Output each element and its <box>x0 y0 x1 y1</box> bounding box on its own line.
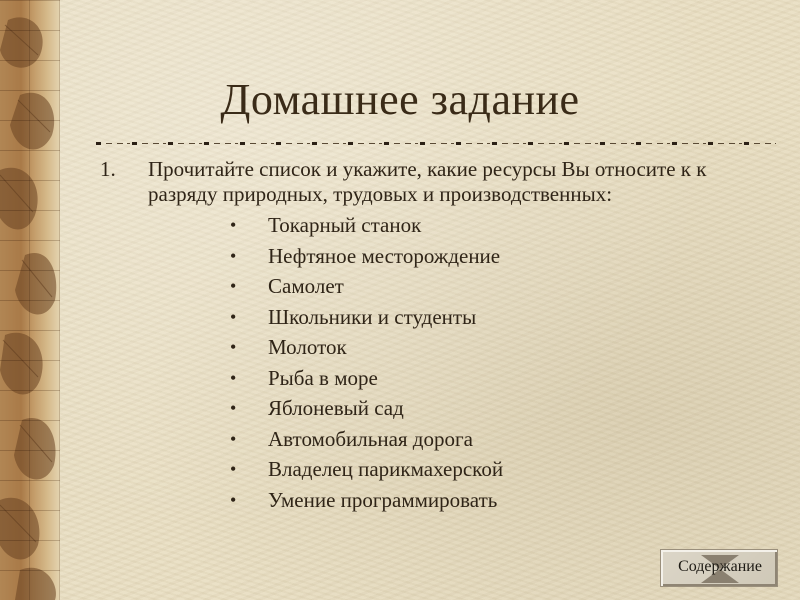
bullet-icon: • <box>230 459 237 479</box>
list-item <box>100 457 760 488</box>
contents-button[interactable] <box>660 549 778 587</box>
list-item-text: Владелец парикмахерской <box>268 457 504 481</box>
task-item <box>100 157 760 207</box>
resource-list <box>100 213 760 518</box>
list-item-text: Школьники и студенты <box>268 304 477 329</box>
bullet-icon: • <box>230 215 237 235</box>
list-item-text: Яблоневый сад <box>268 396 404 420</box>
bullet-icon: • <box>230 306 237 327</box>
slide-content <box>100 157 760 518</box>
bullet-icon: • <box>230 398 237 418</box>
list-item-text: Рыба в море <box>268 365 378 390</box>
list-item <box>100 213 760 244</box>
list-item-text: Нефтяное месторождение <box>268 243 501 268</box>
bullet-icon: • <box>230 337 237 357</box>
list-item <box>100 427 760 458</box>
list-item <box>100 244 760 275</box>
task-text: Прочитайте список и укажите, какие ресурсы Вы относите к к разряду природных, трудовых и производственных: <box>148 157 707 206</box>
list-item-text: Самолет <box>268 274 344 298</box>
contents-button-label: Содержание <box>678 558 762 575</box>
list-item-text: Токарный станок <box>268 213 422 237</box>
task-number: 1. <box>100 157 116 181</box>
bullet-icon: • <box>230 489 237 510</box>
bullet-icon: • <box>230 245 237 266</box>
list-item <box>100 305 760 336</box>
list-item <box>100 396 760 427</box>
bullet-icon: • <box>230 276 237 296</box>
slide-title: Домашнее задание <box>220 75 580 124</box>
list-item <box>100 274 760 305</box>
bullet-icon: • <box>230 428 237 449</box>
bullet-icon: • <box>230 367 237 388</box>
list-item <box>100 366 760 397</box>
list-item-text: Молоток <box>268 335 347 359</box>
list-item <box>100 488 760 519</box>
list-item <box>100 335 760 366</box>
dash-dot-divider <box>96 140 776 146</box>
list-item-text: Умение программировать <box>268 487 498 512</box>
list-item-text: Автомобильная дорога <box>268 426 473 451</box>
